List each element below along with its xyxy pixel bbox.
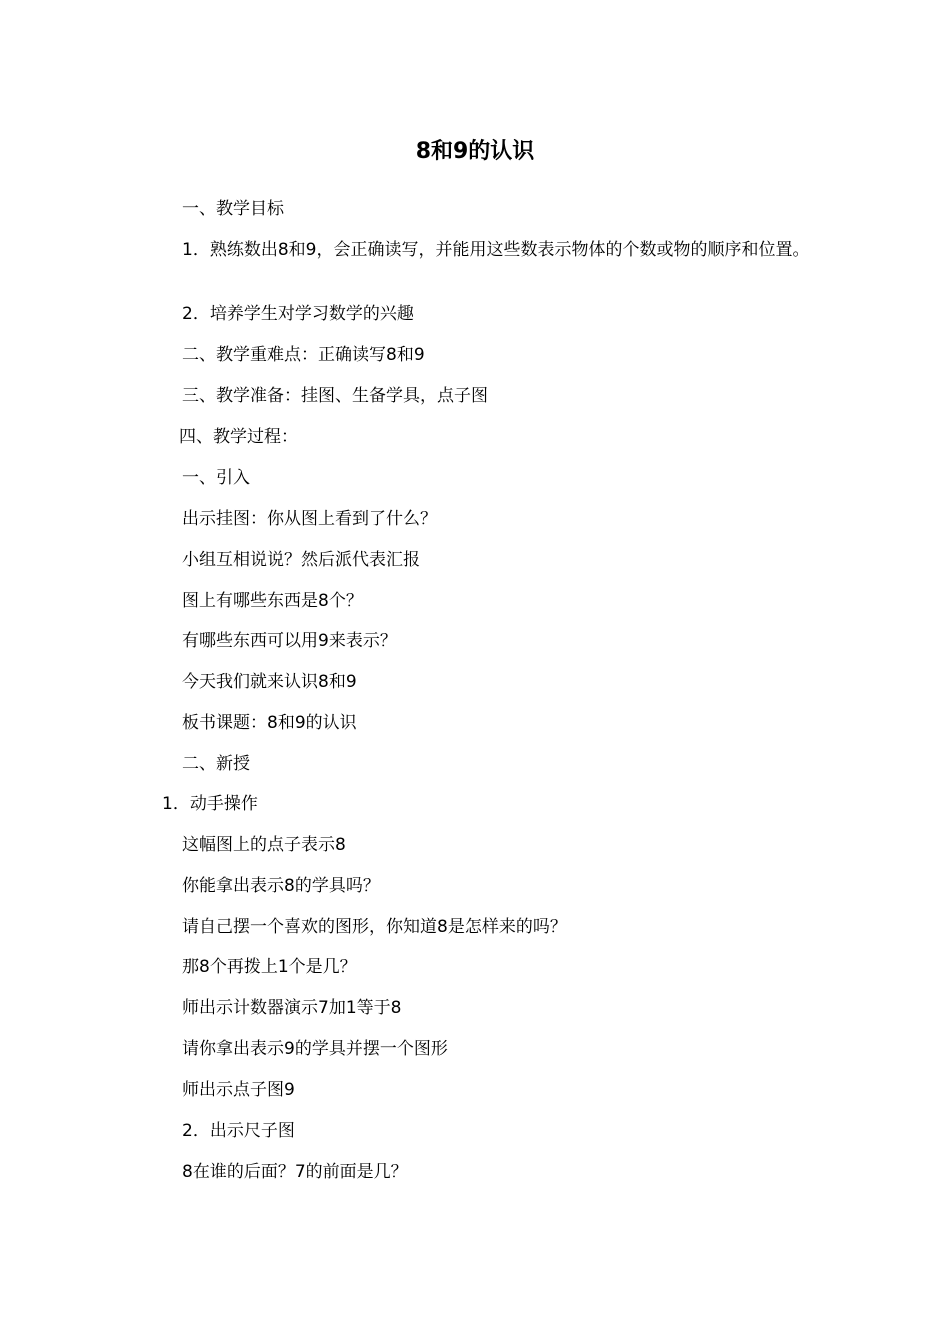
goal-item-1-text: 1．熟练数出8和9，会正确读写，并能用这些数表示物体的个数或物的顺序和位置。: [182, 240, 810, 260]
goal-item-2: 2．培养学生对学习数学的兴趣: [182, 304, 414, 324]
numbered-heading-hands-on: 1．动手操作: [162, 794, 258, 814]
paragraph: 你能拿出表示8的学具吗？: [182, 876, 380, 896]
paragraph: 有哪些东西可以用9来表示？: [182, 631, 397, 651]
paragraph: 今天我们就来认识8和9: [182, 672, 357, 692]
paragraph: 板书课题：8和9的认识: [182, 713, 357, 733]
paragraph: 图上有哪些东西是8个？: [182, 591, 363, 611]
paragraph: 请你拿出表示9的学具并摆一个图形: [182, 1039, 448, 1059]
section-key-points: 二、教学重难点：正确读写8和9: [182, 345, 425, 365]
goal-item-1: [144, 235, 814, 265]
subsection-new-lesson: 二、新授: [182, 754, 250, 774]
section-preparation: 三、教学准备：挂图、生备学具，点子图: [182, 386, 488, 406]
paragraph: 这幅图上的点子表示8: [182, 835, 346, 855]
paragraph: 小组互相说说？然后派代表汇报: [182, 550, 420, 570]
paragraph: 师出示计数器演示7加1等于8: [182, 998, 402, 1018]
paragraph: 出示挂图：你从图上看到了什么？: [182, 509, 437, 529]
paragraph: 那8个再拨上1个是几？: [182, 957, 357, 977]
document-title: 8和9的认识: [415, 139, 535, 164]
paragraph: 请自己摆一个喜欢的图形，你知道8是怎样来的吗？: [182, 917, 567, 937]
subsection-introduction: 一、引入: [182, 468, 250, 488]
section-teaching-goals: 一、教学目标: [182, 199, 284, 219]
paragraph: 师出示点子图9: [182, 1080, 295, 1100]
numbered-heading-ruler: 2．出示尺子图: [182, 1121, 295, 1141]
paragraph: 8在谁的后面？7的前面是几？: [182, 1162, 408, 1182]
section-teaching-process: 四、教学过程：: [179, 427, 298, 447]
